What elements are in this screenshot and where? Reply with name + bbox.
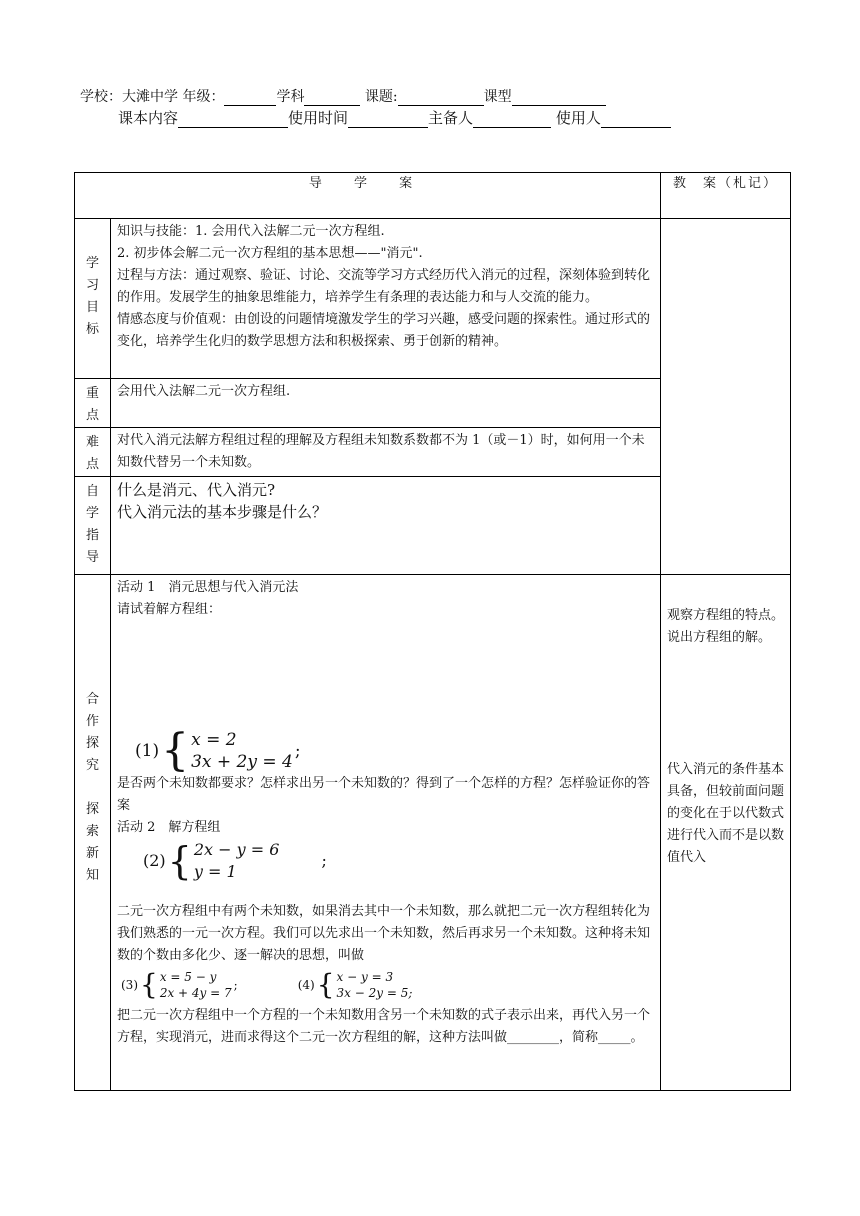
time-blank[interactable]: [348, 113, 428, 128]
explore-content: [111, 575, 661, 1091]
system-1: (1) { x = 2 3x + 2y = 4 ;: [135, 725, 301, 776]
selfstudy-content: 什么是消元、代入消元? 代入消元法的基本步骤是什么？: [111, 477, 661, 575]
topic-blank[interactable]: [398, 91, 484, 106]
subject-label: 学科: [276, 89, 305, 105]
type-blank[interactable]: [512, 91, 606, 106]
explore-label: 合 作 探 究 探 索 新 知: [75, 575, 111, 1091]
school-label: 学校：大滩中学: [80, 89, 178, 105]
activity-1-title: 活动 1 消元思想与代入消元法: [117, 580, 299, 595]
header-line-1: [80, 86, 606, 106]
notes-column-top: [661, 219, 791, 575]
subject-blank[interactable]: [304, 91, 360, 106]
notes-header: 教 案（札记）: [661, 173, 791, 219]
user-label: 使用人: [555, 109, 601, 127]
table-title: 导 学 案: [75, 173, 661, 219]
grade-label: 年级：: [182, 89, 225, 105]
system-3: (3) { x = 5 − y 2x + 4y = 7 ;: [121, 968, 238, 1001]
note-observe: 观察方程组的特点。: [667, 608, 785, 623]
elimination-paragraph: 二元一次方程组中有两个未知数，如果消去其中一个未知数，那么就把二元一次方程组转化为我们熟悉的一元一次方程。我们可以先求出一个未知数，然后再求另一个未知数。这种将未知数的个数由多化少、逐一解决的思想，叫做: [117, 904, 651, 963]
preparer-blank[interactable]: [473, 113, 551, 128]
keypoint-label: 重 点: [75, 379, 111, 428]
topic-label: 课题:: [364, 89, 398, 105]
type-label: 课型: [483, 89, 512, 105]
system-4: (4) { x − y = 3 3x − 2y = 5;: [297, 968, 413, 1001]
keypoint-content: 会用代入法解二元一次方程组.: [111, 379, 661, 428]
substitution-paragraph: 把二元一次方程组中一个方程的一个未知数用含另一个未知数的式子表示出来，再代入另一个方程，实现消元，进而求得这个二元一次方程组的解，这种方法叫做________，简称_____。: [117, 1008, 651, 1045]
system-2: (2) { 2x − y = 6 y = 1 ;: [143, 839, 327, 883]
objectives-content: [111, 219, 661, 379]
header-line-2: [118, 107, 671, 128]
question-text: 是否两个未知数都要求？怎样求出另一个未知数的？得到了一个怎样的方程？怎样验证你的答案: [117, 776, 651, 813]
user-blank[interactable]: [601, 113, 671, 128]
lesson-plan-table: [74, 172, 791, 1091]
objective-process: 过程与方法：通过观察、验证、讨论、交流等学习方式经历代入消元的过程，深刻体验到转化的作用。发展学生的抽象思维能力，培养学生有条理的表达能力和与人交流的能力。: [117, 268, 651, 305]
activity-2-title: 活动 2 解方程组: [117, 820, 221, 835]
note-substitution: 代入消元的条件基本具备，但较前面问题的变化在于以代数式进行代入而不是以数值代入: [667, 762, 785, 865]
selfstudy-label: 自 学 指 导: [75, 477, 111, 575]
note-solution: 说出方程组的解。: [667, 630, 772, 645]
content-label: 课本内容: [118, 109, 179, 127]
preparer-label: 主备人: [428, 109, 474, 127]
content-blank[interactable]: [178, 113, 288, 128]
notes-column-bottom: [661, 575, 791, 1091]
objective-knowledge-2: 2. 初步体会解二元一次方程组的基本思想——"消元".: [117, 246, 423, 261]
try-solve-prompt: 请试着解方程组：: [117, 602, 222, 617]
objective-knowledge: 知识与技能：1. 会用代入法解二元一次方程组.: [117, 224, 385, 239]
difficulty-label: 难 点: [75, 428, 111, 477]
time-label: 使用时间: [288, 109, 349, 127]
systems-3-4: [121, 969, 654, 1001]
objectives-label: 学 习 目 标: [75, 219, 111, 379]
grade-blank[interactable]: [224, 91, 276, 106]
difficulty-content: 对代入消元法解方程组过程的理解及方程组未知数系数都不为 1（或－1）时，如何用一个未知数代替另一个未知数。: [111, 428, 661, 477]
objective-emotion: 情感态度与价值观：由创设的问题情境激发学生的学习兴趣，感受问题的探索性。通过形式的变化，培养学生化归的数学思想方法和积极探索、勇于创新的精神。: [117, 312, 651, 349]
